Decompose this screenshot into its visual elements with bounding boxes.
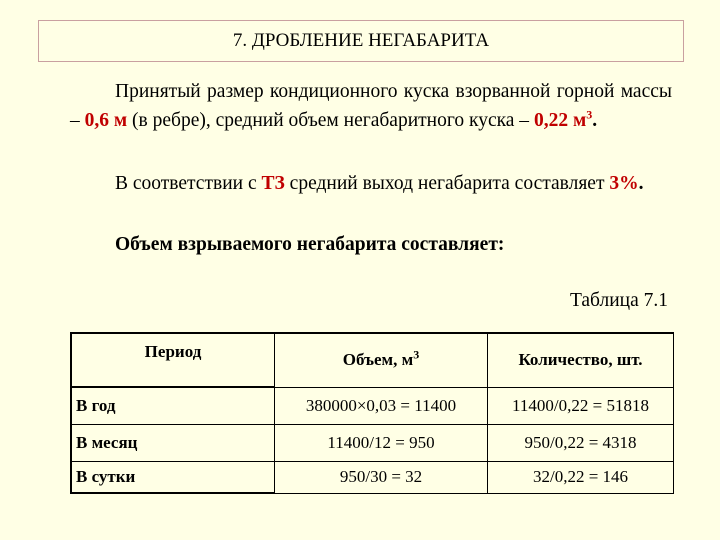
size-value: 0,6 м: [84, 110, 128, 131]
paragraph-kondition-size: [70, 77, 672, 135]
table-caption: Таблица 7.1: [569, 290, 668, 311]
section-title: [38, 20, 684, 62]
table-row: [71, 387, 674, 425]
header-volume: [275, 333, 488, 387]
table-row: [71, 462, 674, 494]
paragraph-text: средний выход негабарита составляет: [284, 173, 610, 194]
cell-quantity: 32/0,22 = 146: [488, 462, 674, 494]
table-row: [71, 425, 674, 462]
tz-abbrev: ТЗ: [261, 173, 285, 194]
paragraph-text: (в ребре), средний объем негабаритного куска –: [127, 110, 534, 131]
volume-unit-superscript: 3: [586, 107, 593, 122]
cell-volume: 380000×0,03 = 11400: [275, 387, 488, 425]
paragraph-text: В соответствии с: [115, 173, 262, 194]
volume-value-number: 0,22 м: [533, 110, 587, 131]
oversize-volume-table: [70, 332, 674, 494]
yield-percent: 3%: [609, 173, 639, 194]
paragraph-text: .: [638, 173, 644, 194]
cell-period: В год: [71, 387, 275, 425]
paragraph-tz-yield: [70, 169, 672, 198]
paragraph-volume-heading: Объем взрываемого негабарита составляет:: [115, 234, 505, 255]
header-volume-superscript: 3: [413, 347, 420, 362]
header-volume-text: Объем, м: [342, 350, 414, 370]
cell-quantity: 11400/0,22 = 51818: [488, 387, 674, 425]
section-title-text: 7. ДРОБЛЕНИЕ НЕГАБАРИТА: [232, 30, 490, 51]
cell-volume: 11400/12 = 950: [275, 425, 488, 462]
header-quantity: Количество, шт.: [488, 333, 674, 387]
cell-volume: 950/30 = 32: [275, 462, 488, 494]
volume-value: [533, 107, 593, 131]
cell-period: В сутки: [71, 462, 275, 494]
paragraph-text: Принятый размер кондиционного куска взорванной горной массы –: [70, 81, 672, 131]
cell-quantity: 950/0,22 = 4318: [488, 425, 674, 462]
cell-period: В месяц: [71, 425, 275, 462]
paragraph-text: .: [592, 110, 598, 131]
header-period: Период: [71, 333, 275, 387]
table-header-row: [71, 333, 674, 387]
